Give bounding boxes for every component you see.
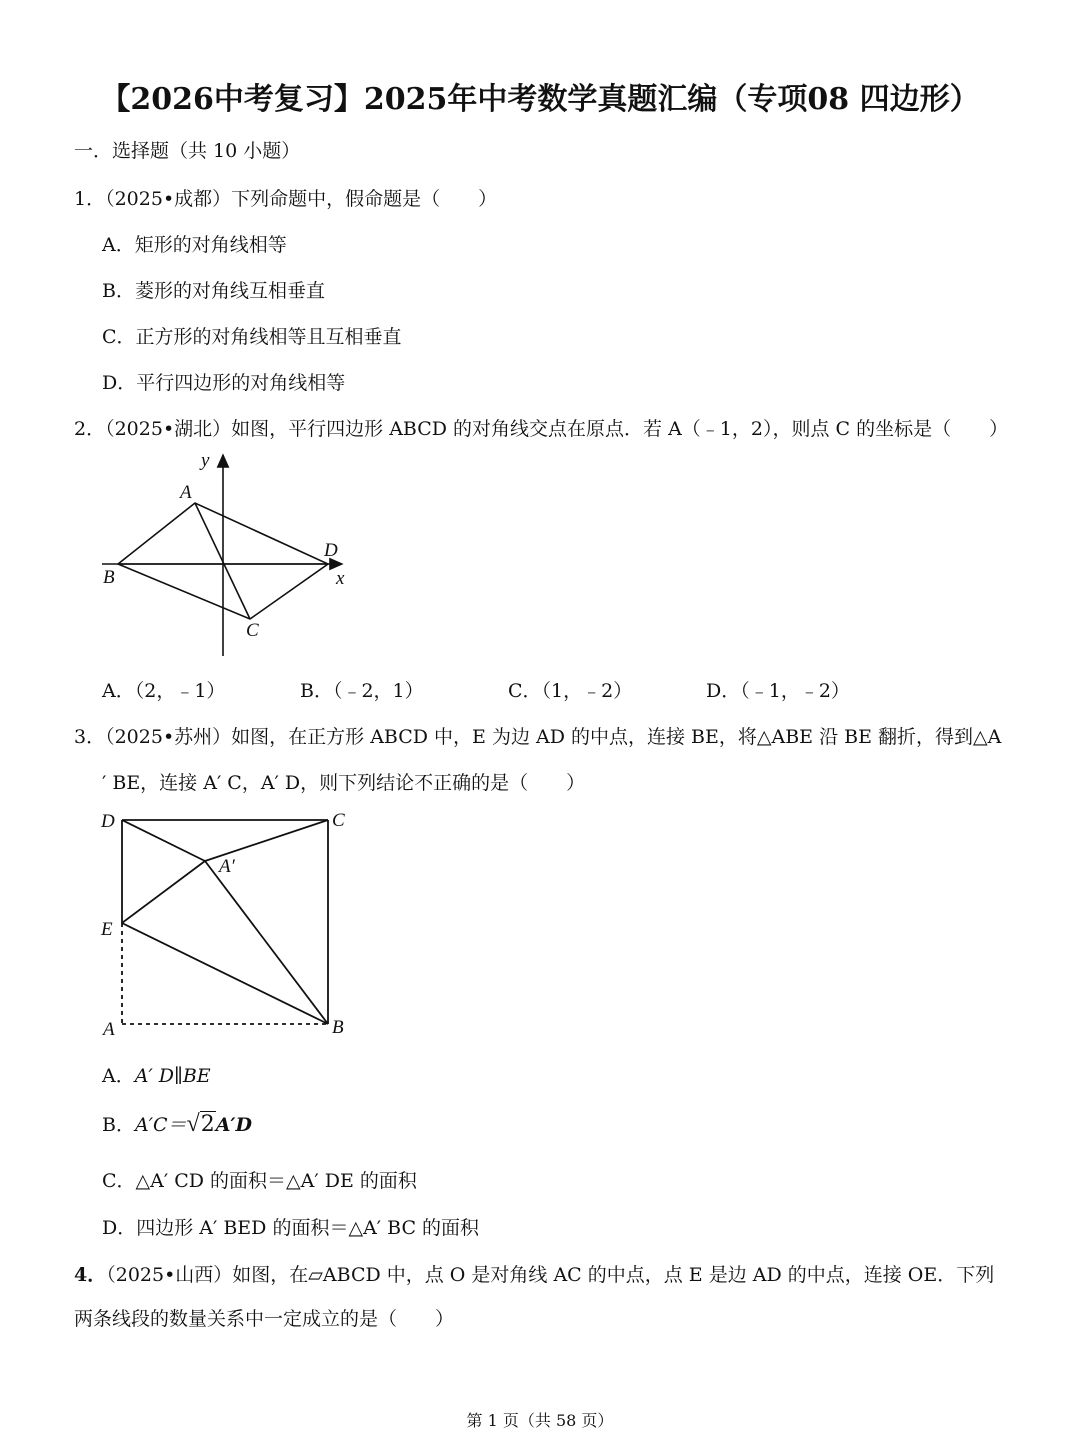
option-b: B．（﹣2，1） [300,680,424,702]
page-title: 【2026中考复习】2025年中考数学真题汇编（专项08 四边形） [100,82,980,117]
label-b: B [103,567,115,588]
question-3-stem-line2: ′ BE，连接 A′ C，A′ D，则下列结论不正确的是（ ） [102,772,586,794]
question-text: 如图，在正方形 ABCD 中，E 为边 AD 的中点，连接 BE，将△ABE 沿 BE 翻折，得到△A [231,726,1002,748]
page-footer: 第 1 页（共 58 页） [466,1411,614,1430]
question-source: （2025•成都） [105,188,232,210]
question-text: 下列命题中，假命题是（ ） [231,188,498,210]
question-number: 4． [74,1264,107,1286]
question-text: 如图，平行四边形 ABCD 的对角线交点在原点．若 A（﹣1，2），则点 C 的坐标是（ ） [231,418,1009,440]
sqrt-symbol: √ [186,1111,200,1137]
segment-a1d [122,820,205,861]
question-number: 2． [74,418,106,440]
question-text: 如图，在▱ABCD 中，点 O 是对角线 AC 的中点，点 E 是边 AD 的中点，连接 OE．下列 [232,1264,995,1286]
label-a: A [103,1019,115,1040]
label-a: A [180,482,192,503]
question-4-stem-line1 [74,1260,994,1287]
option-c: C．正方形的对角线相等且互相垂直 [102,326,402,348]
option-a: A．A′ D∥BE [102,1065,211,1087]
segment-eb [122,923,328,1024]
segment-a1b [205,861,328,1024]
option-c: C．△A′ CD 的面积＝△A′ DE 的面积 [102,1170,417,1192]
label-c: C [246,620,259,641]
question-number: 1． [74,188,106,210]
label-b: B [332,1017,344,1038]
question-number: 3． [74,726,106,748]
question-source: （2025•苏州） [105,726,232,748]
option-b: B．A′C＝√2A′D [102,1111,252,1137]
section-heading: 一．选择题（共 10 小题） [74,140,301,162]
option-c: C．（1，﹣2） [508,680,633,702]
option-d: D．平行四边形的对角线相等 [102,372,346,394]
question-source: （2025•湖北） [105,418,232,440]
segment-a1c [205,820,328,861]
label-e: E [101,919,113,940]
question-3-stem-line1 [74,722,1001,749]
question-4-stem-line2: 两条线段的数量关系中一定成立的是（ ） [74,1308,455,1330]
option-b: B．菱形的对角线互相垂直 [102,280,325,302]
label-c: C [332,810,345,831]
option-a: A．（2，﹣1） [102,680,226,702]
sqrt-radicand: 2 [200,1112,215,1137]
option-a: A．矩形的对角线相等 [102,234,287,256]
question-source: （2025•山西） [106,1264,233,1286]
label-x: x [336,568,345,589]
option-d: D．四边形 A′ BED 的面积＝△A′ BC 的面积 [102,1217,480,1239]
segment-ea1 [122,861,205,923]
label-d: D [324,540,338,561]
option-d: D．（﹣1，﹣2） [706,680,850,702]
label-a-prime: A′ [219,856,235,877]
label-y: y [201,450,210,471]
label-d: D [101,811,115,832]
